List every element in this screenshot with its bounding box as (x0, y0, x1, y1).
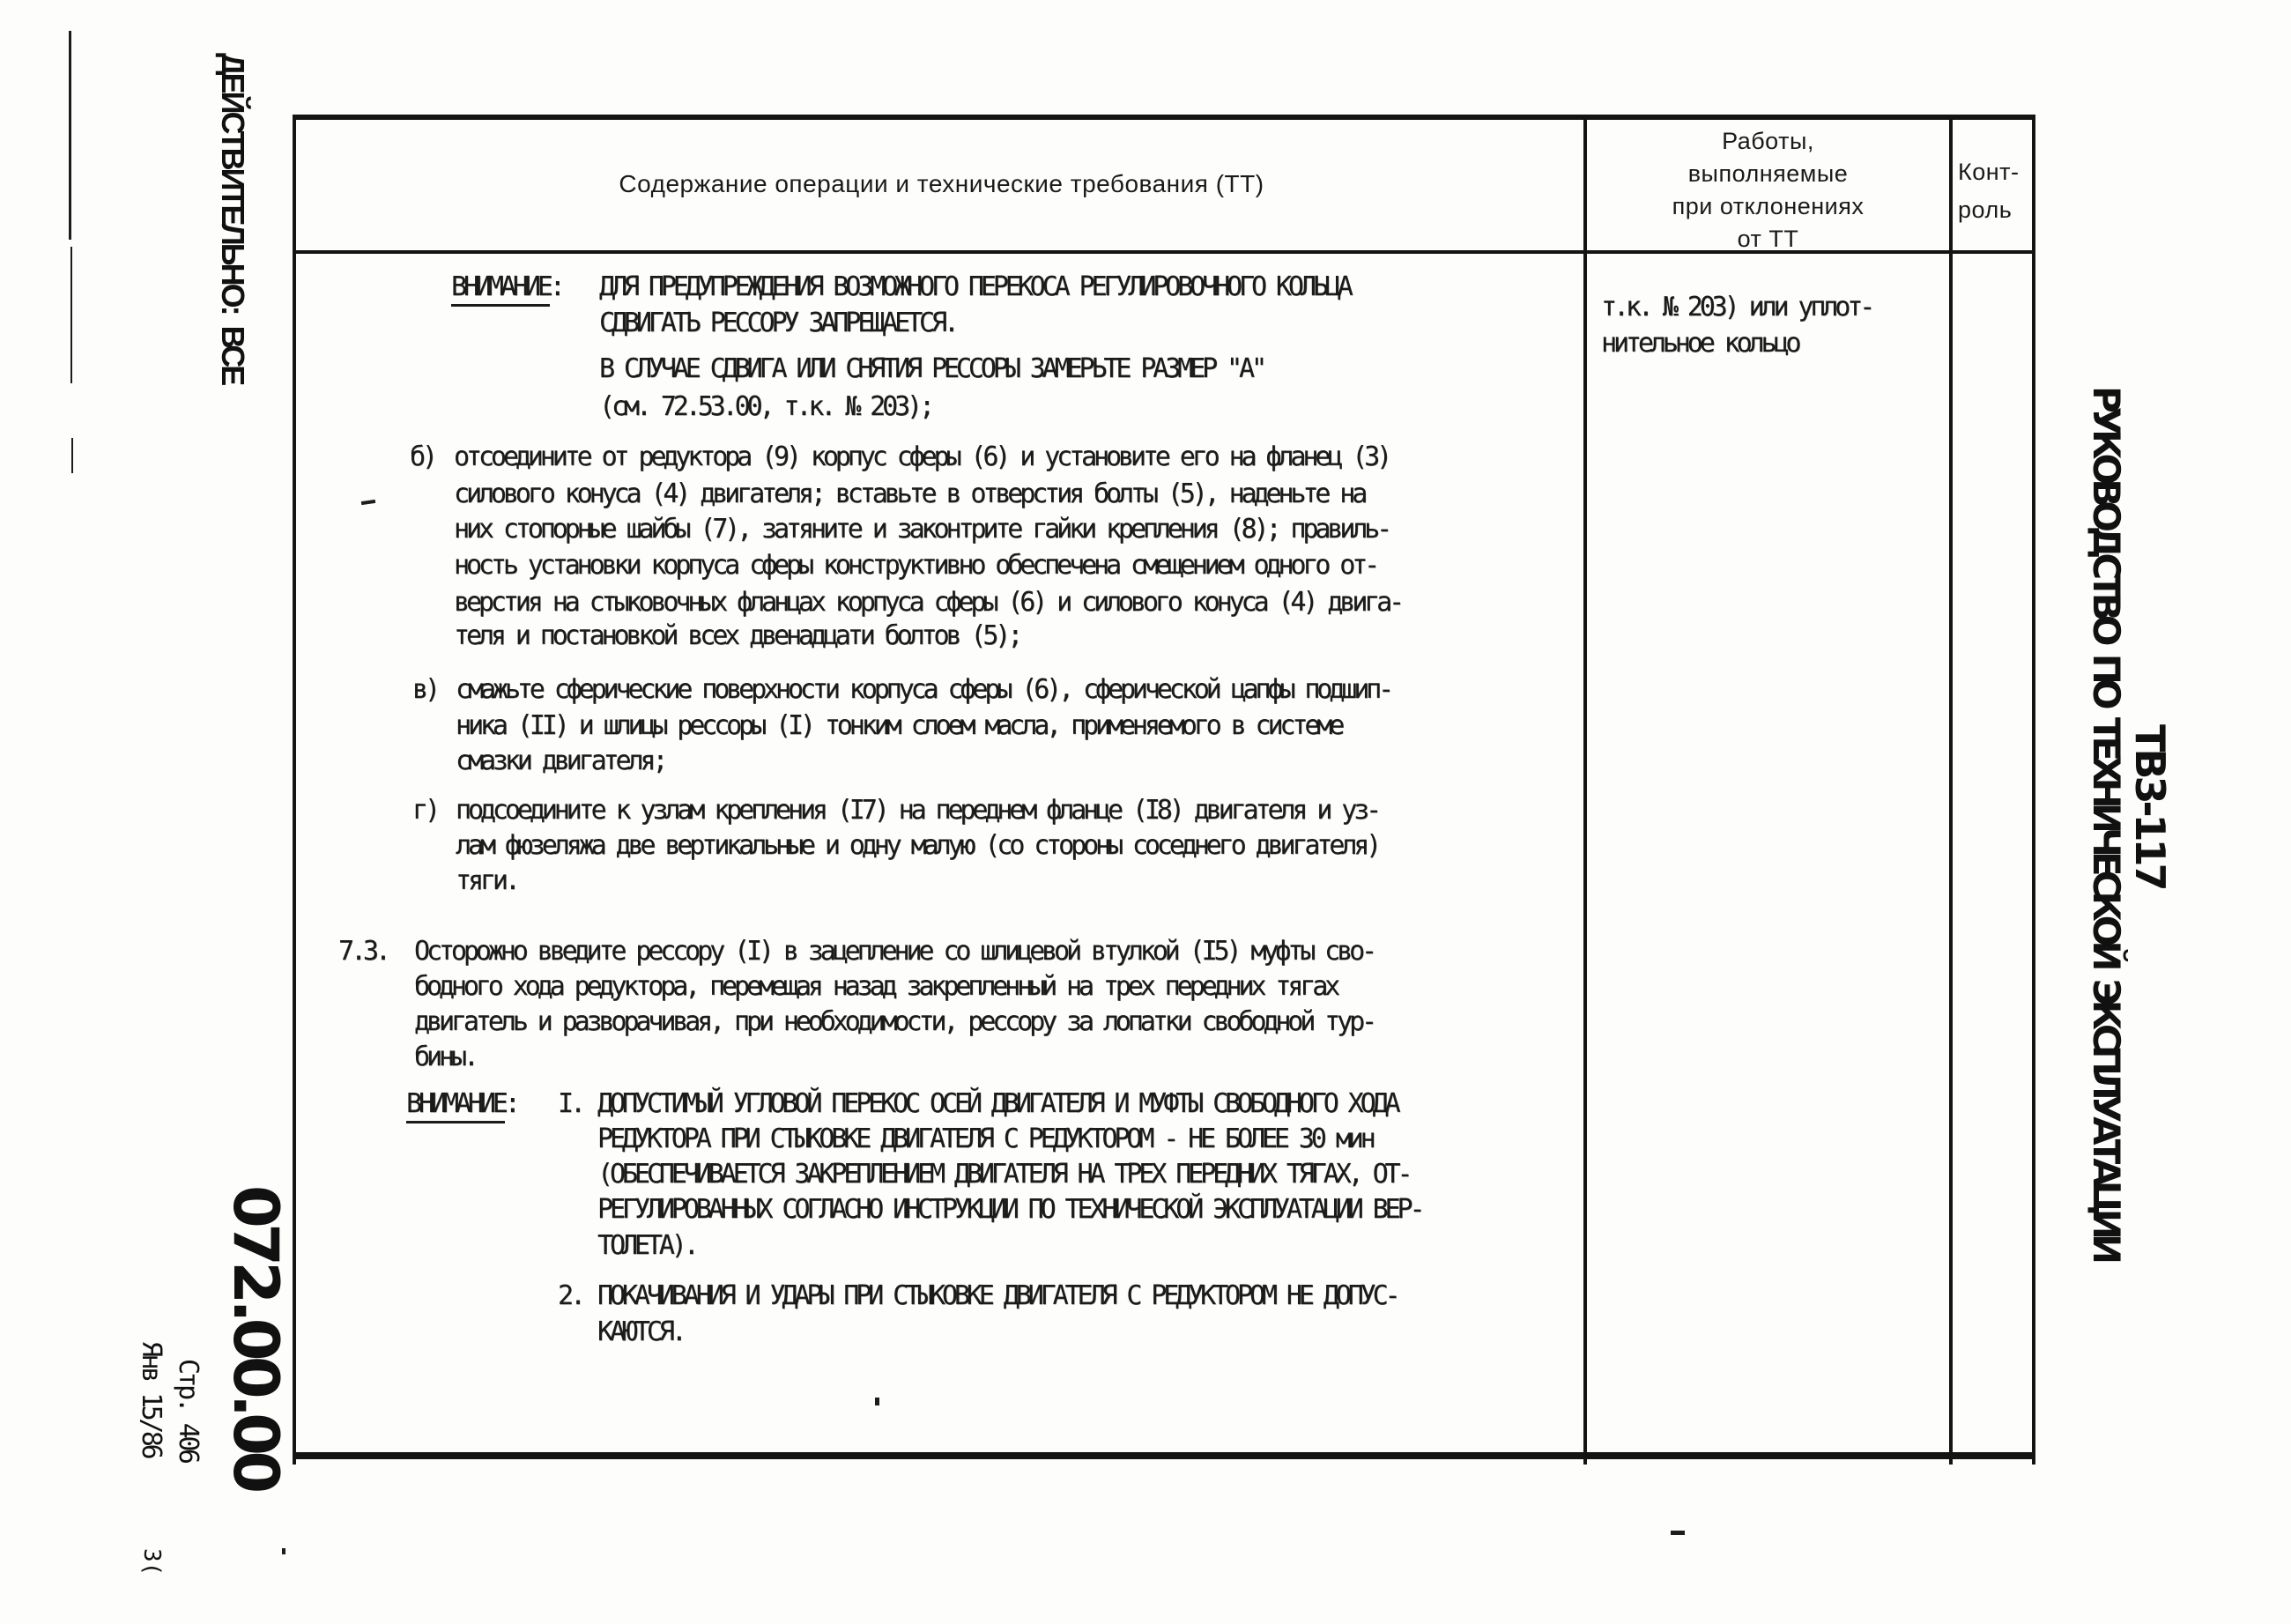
header-line: роль (1958, 197, 2013, 223)
warning-text-line: РЕГУЛИРОВАННЫХ СОГЛАСНО ИНСТРУКЦИИ ПО ТЕХНИЧЕСКОЙ ЭКСПЛУАТАЦИИ ВЕР- (597, 1194, 1422, 1225)
scan-artifact (1671, 1531, 1685, 1535)
list-item-line: подсоедините к узлам крепления (I7) на переднем фланце (I8) двигателя и уз- (456, 795, 1379, 826)
warning-word: ВНИМАНИЕ (406, 1088, 505, 1123)
list-item-line: лам фюзеляжа две вертикальные и одну малую (со стороны соседнего двигателя) (456, 830, 1379, 861)
table-column-separator (1949, 115, 1953, 1465)
chapter-number: 072.00.00 (219, 1185, 292, 1489)
warning-item-marker: 2. (558, 1280, 582, 1311)
step-text-line: бодного хода редуктора, перемещая назад закрепленный на трех передних тягах (414, 971, 1338, 1002)
list-item-marker: г) (412, 795, 437, 826)
validity-stamp: ДЕЙСТВИТЕЛЬНО: ВСЕ (215, 53, 251, 384)
warning-label (451, 271, 562, 302)
warning-text-line: ДОПУСТИМЫЙ УГЛОВОЙ ПЕРЕКОС ОСЕЙ ДВИГАТЕЛЯ И МУФТЫ СВОБОДНОГО ХОДА (597, 1088, 1398, 1119)
list-item-marker: б) (410, 441, 434, 472)
list-item-line: них стопорные шайбы (7), затяните и законтрите гайки крепления (8); правиль- (454, 514, 1390, 545)
column-header-control (1953, 153, 2037, 229)
deviation-note-line: нительное кольцо (1601, 328, 1798, 359)
warning-note-line: В СЛУЧАЕ СДВИГА ИЛИ СНЯТИЯ РЕССОРЫ ЗАМЕРЬТЕ РАЗМЕР "А" (599, 353, 1264, 384)
warning-text-line: ТОЛЕТА). (597, 1230, 696, 1261)
table-border-left (293, 115, 296, 1465)
list-item-line: смазки двигателя; (456, 745, 665, 776)
column-header-operations: Содержание операции и технические требования (ТТ) (619, 170, 1264, 197)
header-line: от ТТ (1737, 226, 1799, 252)
corner-mark: 3( (138, 1548, 165, 1576)
page-number-label: Стр. 406 (173, 1359, 204, 1462)
scan-edge-line (69, 31, 71, 240)
warning-text-line: РЕДУКТОРА ПРИ СТЫКОВКЕ ДВИГАТЕЛЯ С РЕДУКТОРОМ - НЕ БОЛЕЕ 30 мин (597, 1123, 1373, 1154)
list-item-line: ность установки корпуса сферы конструктивно обеспечена смещением одного от- (454, 550, 1377, 581)
list-item-line: силового конуса (4) двигателя; вставьте в отверстия болты (5), наденьте на (454, 478, 1365, 509)
manual-title: РУКОВОДСТВО ПО ТЕХНИЧЕСКОЙ ЭКСПЛУАТАЦИИ (2085, 386, 2128, 1259)
revision-date-label: Янв 15/86 (136, 1341, 167, 1457)
list-item-line: теля и постановкой всех двенадцати болтов (5); (454, 620, 1020, 651)
list-item-line: тяги. (456, 865, 517, 896)
warning-colon: : (504, 1088, 517, 1119)
table-border-right (2032, 115, 2035, 1465)
scan-artifact (282, 1548, 285, 1554)
warning-text-line: ПОКАЧИВАНИЯ И УДАРЫ ПРИ СТЫКОВКЕ ДВИГАТЕЛЯ С РЕДУКТОРОМ НЕ ДОПУС- (597, 1280, 1398, 1311)
table-border-bottom (293, 1452, 2035, 1459)
warning-text-line: СДВИГАТЬ РЕССОРУ ЗАПРЕЩАЕТСЯ. (599, 308, 956, 338)
warning-text-line: (ОБЕСПЕЧИВАЕТСЯ ЗАКРЕПЛЕНИЕМ ДВИГАТЕЛЯ НА ТРЕХ ПЕРЕДНИХ ТЯГАХ, ОТ- (597, 1159, 1410, 1190)
column-header-deviations (1587, 125, 1949, 256)
list-item-line: отсоедините от редуктора (9) корпус сферы (6) и установите его на фланец (3) (454, 441, 1390, 472)
step-text-line: Осторожно введите рессору (I) в зацепление со шлицевой втулкой (I5) муфты сво- (414, 936, 1374, 967)
scan-artifact (361, 500, 375, 505)
warning-label (406, 1088, 517, 1119)
table-column-separator (1583, 115, 1587, 1465)
warning-note-line: (см. 72.53.00, т.к. № 203); (599, 391, 931, 422)
list-item-line: верстия на стыковочных фланцах корпуса сферы (6) и силового конуса (4) двига- (454, 587, 1402, 618)
step-text-line: двигатель и разворачивая, при необходимости, рессору за лопатки свободной тур- (414, 1006, 1374, 1037)
header-line: выполняемые (1687, 160, 1849, 187)
step-number: 7.3. (338, 936, 388, 967)
header-line: Конт- (1958, 159, 2020, 185)
step-text-line: бины. (414, 1042, 476, 1072)
table-border-top (293, 115, 2035, 120)
header-line: при отклонениях (1672, 193, 1865, 219)
deviation-note-line: т.к. № 203) или уплот- (1601, 292, 1872, 323)
scan-edge-line (70, 247, 72, 383)
warning-item-marker: I. (558, 1088, 582, 1119)
scan-edge-line (71, 438, 73, 473)
engine-model-code: ТВ3-117 (2126, 724, 2174, 888)
header-line: Работы, (1722, 128, 1814, 154)
warning-word: ВНИМАНИЕ (451, 271, 550, 307)
list-item-marker: в) (412, 674, 437, 705)
warning-text-line: ДЛЯ ПРЕДУПРЕЖДЕНИЯ ВОЗМОЖНОГО ПЕРЕКОСА РЕГУЛИРОВОЧНОГО КОЛЬЦА (599, 271, 1350, 302)
warning-text-line: КАЮТСЯ. (597, 1316, 684, 1347)
scan-artifact (875, 1398, 879, 1405)
list-item-line: смажьте сферические поверхности корпуса сферы (6), сферической цапфы подшип- (456, 674, 1391, 705)
list-item-line: ника (II) и шлицы рессоры (I) тонким слоем масла, применяемого в системе (456, 710, 1342, 741)
warning-colon: : (549, 271, 562, 302)
